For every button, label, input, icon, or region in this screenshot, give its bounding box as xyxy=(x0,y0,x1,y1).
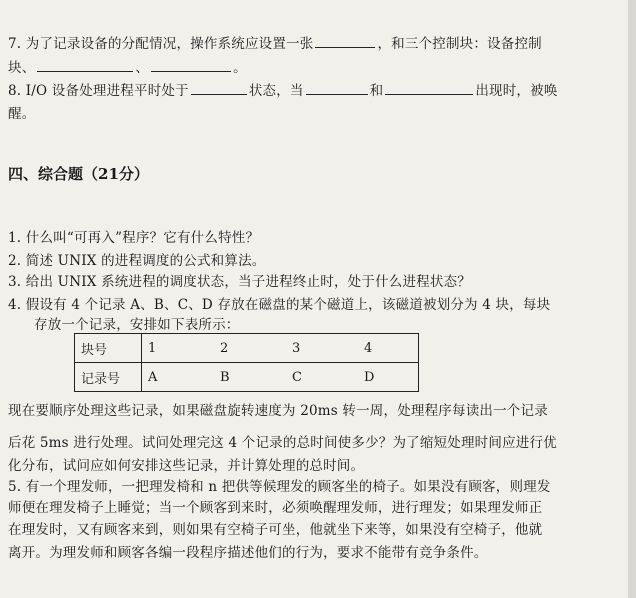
table-row xyxy=(75,363,419,392)
question-5-line-4: 离开。为理发师和顾客各编一段程序描述他们的行为，要求不能带有竞争条件。 xyxy=(8,545,488,561)
page-edge xyxy=(628,0,636,598)
q8-blank-3 xyxy=(385,81,473,96)
q8-blank-1 xyxy=(191,81,247,96)
table-row-header: 块号 xyxy=(75,334,142,363)
q8-blank-2 xyxy=(306,81,368,96)
table-cell: C xyxy=(286,363,358,392)
section-title: 四、综合题（21分） xyxy=(8,165,149,183)
table-cell: A xyxy=(142,363,215,392)
record-block-table xyxy=(74,333,419,392)
q8-text-2: 状态，当 xyxy=(248,83,304,99)
question-5-line-2: 师便在理发椅子上睡觉；当一个顾客到来时，必须唤醒理发师，进行理发；如果理发师正 xyxy=(8,500,543,516)
table-row-header: 记录号 xyxy=(75,363,142,392)
q7-text-3: 块、 xyxy=(8,60,36,76)
question-4-line-2: 存放一个记录，安排如下表所示： xyxy=(34,317,240,333)
table-row xyxy=(75,334,419,363)
question-8-line-1 xyxy=(8,79,558,99)
q8-text-4: 出现时，被唤 xyxy=(475,83,558,99)
q8-text-1: 8. I/O 设备处理进程平时处于 xyxy=(8,83,189,99)
table-cell: B xyxy=(214,363,286,392)
q7-text-5: 。 xyxy=(233,60,247,76)
question-4-para-1: 现在要顺序处理这些记录，如果磁盘旋转速度为 20ms 转一周，处理程序每读出一个记录 xyxy=(8,403,548,419)
q7-blank-3 xyxy=(151,58,231,73)
question-5-line-1: 5. 有一个理发师，一把理发椅和 n 把供等候理发的顾客坐的椅子。如果没有顾客，则理发 xyxy=(8,479,551,495)
question-4-para-3: 化分布，试问应如何安排这些记录，并计算处理的总时间。 xyxy=(8,458,365,474)
q8-text-3: 和 xyxy=(369,83,384,99)
question-3: 3. 给出 UNIX 系统进程的调度状态，当子进程终止时，处于什么进程状态？ xyxy=(8,274,471,290)
q7-text-4: 、 xyxy=(135,60,150,76)
question-2: 2. 简述 UNIX 的进程调度的公式和算法。 xyxy=(8,253,266,269)
table-cell: 4 xyxy=(358,334,419,363)
question-4-line-1: 4. 假设有 4 个记录 A、B、C、D 存放在磁盘的某个磁道上，该磁道被划分为 4 块，每块 xyxy=(8,297,551,313)
question-1: 1. 什么叫“可再入”程序？它有什么特性？ xyxy=(8,230,260,246)
q7-text-1: 7. 为了记录设备的分配情况，操作系统应设置一张 xyxy=(8,36,314,52)
question-7-line-2 xyxy=(8,56,247,76)
q7-blank-1 xyxy=(315,34,375,49)
table-cell: D xyxy=(358,363,419,392)
q7-text-2: ，和三个控制块：设备控制 xyxy=(377,36,542,52)
question-5-line-3: 在理发时，又有顾客来到，则如果有空椅子可坐，他就坐下来等，如果没有空椅子，他就 xyxy=(8,522,543,538)
question-4-para-2: 后花 5ms 进行处理。试问处理完这 4 个记录的总时间使多少？为了缩短处理时间应进行优 xyxy=(8,435,557,451)
question-8-line-2: 醒。 xyxy=(8,106,36,122)
table-cell: 1 xyxy=(142,334,215,363)
table-cell: 2 xyxy=(214,334,286,363)
table-cell: 3 xyxy=(286,334,358,363)
q7-blank-2 xyxy=(37,58,133,73)
question-7-line-1 xyxy=(8,32,542,52)
